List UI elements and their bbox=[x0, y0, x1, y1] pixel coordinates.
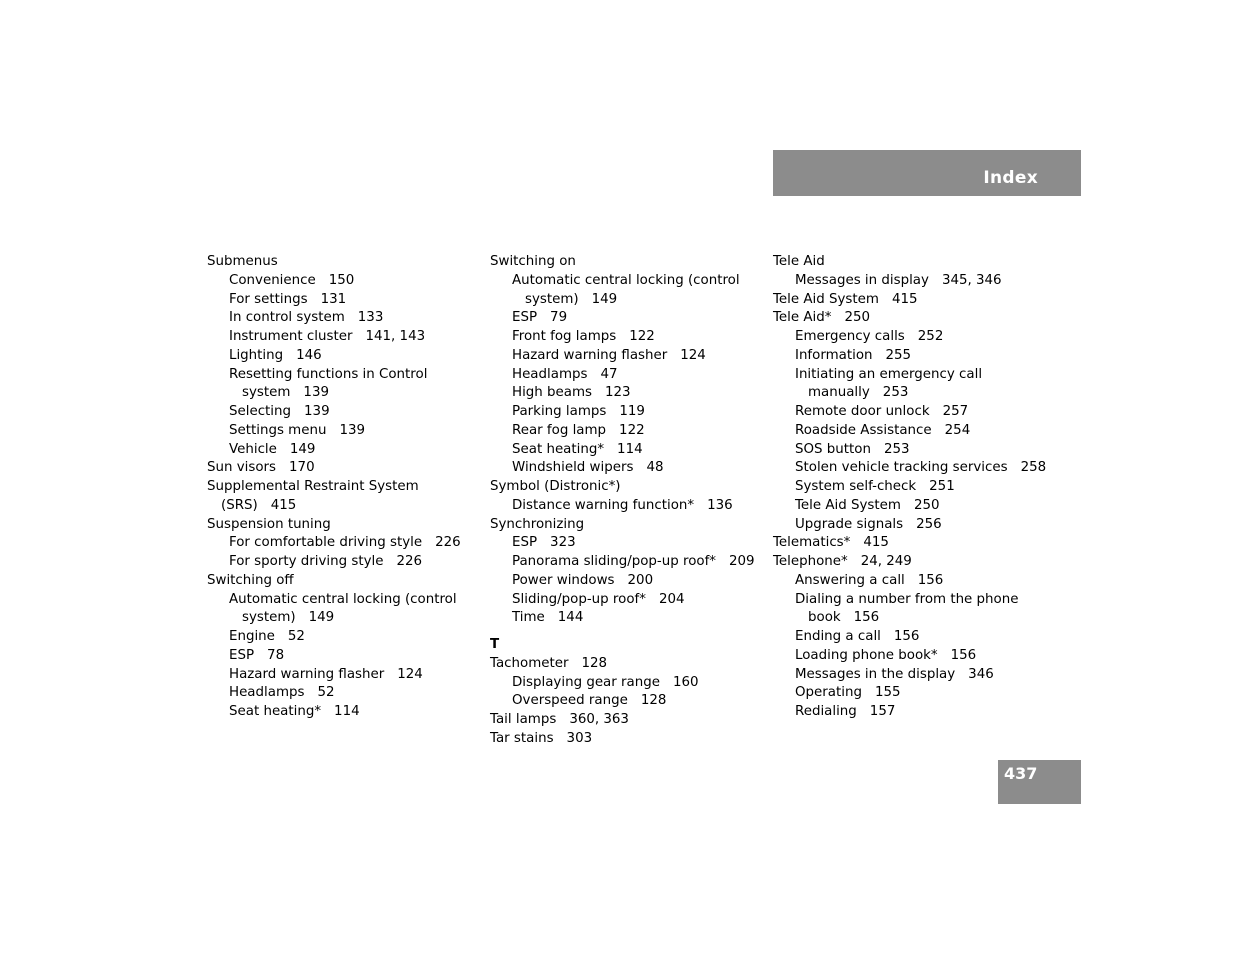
entry-term: ESP bbox=[512, 535, 538, 551]
index-entry bbox=[490, 478, 758, 497]
entry-term: Hazard warning flasher bbox=[512, 347, 668, 363]
index-subentry bbox=[207, 384, 475, 403]
index-subentry bbox=[773, 703, 1041, 722]
entry-term: Automatic central locking (control bbox=[229, 591, 457, 607]
index-subentry bbox=[490, 366, 758, 385]
entry-term: Ending a call bbox=[795, 629, 881, 644]
entry-page-ref[interactable]: 415 bbox=[270, 497, 297, 513]
entry-page-ref[interactable]: 360, 363 bbox=[569, 712, 629, 727]
entry-term: Selecting bbox=[229, 404, 292, 419]
index-entry bbox=[207, 572, 475, 591]
index-subentry bbox=[773, 328, 1041, 347]
entry-page-ref[interactable]: 131 bbox=[320, 291, 347, 307]
entry-term: Initiating an emergency call bbox=[795, 366, 983, 382]
entry-page-ref[interactable]: 52 bbox=[317, 685, 335, 701]
index-entry bbox=[490, 516, 758, 535]
entry-term: Engine bbox=[229, 629, 275, 644]
entry-page-ref[interactable]: 133 bbox=[357, 310, 384, 326]
entry-page-ref[interactable]: 250 bbox=[844, 310, 870, 326]
index-entry bbox=[773, 291, 1041, 310]
entry-term: Answering a call bbox=[795, 572, 905, 588]
entry-term: Parking lamps bbox=[512, 404, 607, 419]
index-subentry bbox=[773, 666, 1041, 685]
entry-page-ref[interactable]: 114 bbox=[617, 441, 643, 457]
entry-term: Telephone* bbox=[773, 554, 848, 569]
entry-page-ref[interactable]: 253 bbox=[883, 441, 910, 457]
entry-page-ref[interactable]: 160 bbox=[672, 674, 699, 690]
entry-term: Messages in display bbox=[795, 272, 929, 288]
index-entry bbox=[490, 655, 758, 674]
entry-page-ref[interactable]: 149 bbox=[289, 441, 316, 457]
index-subentry bbox=[490, 497, 758, 516]
index-entry bbox=[773, 553, 1041, 572]
entry-term: Stolen vehicle tracking services bbox=[795, 460, 1008, 476]
entry-page-ref[interactable]: 128 bbox=[640, 693, 667, 709]
entry-page-ref[interactable]: 139 bbox=[304, 404, 330, 419]
entry-term: ESP bbox=[229, 647, 255, 663]
index-subentry bbox=[207, 328, 475, 347]
entry-term: book bbox=[808, 610, 841, 626]
entry-page-ref[interactable]: 119 bbox=[619, 404, 645, 419]
entry-term: Upgrade signals bbox=[795, 516, 904, 532]
entry-page-ref[interactable]: 258 bbox=[1020, 460, 1047, 476]
entry-term: system) bbox=[242, 610, 296, 626]
entry-page-ref[interactable]: 204 bbox=[658, 591, 685, 607]
entry-term: Panorama sliding/pop-up roof* bbox=[512, 554, 716, 569]
index-subentry bbox=[773, 422, 1041, 441]
index-subentry bbox=[490, 591, 758, 610]
entry-term: ESP bbox=[512, 310, 538, 326]
entry-term: Dialing a number from the phone bbox=[795, 591, 1019, 607]
index-subentry bbox=[773, 384, 1041, 403]
page-number-box bbox=[998, 760, 1081, 804]
entry-page-ref[interactable]: 146 bbox=[296, 347, 322, 363]
entry-term: Tele Aid bbox=[773, 254, 825, 269]
entry-term: Telematics* bbox=[773, 535, 851, 551]
entry-term: Headlamps bbox=[512, 366, 588, 382]
entry-page-ref[interactable]: 254 bbox=[944, 422, 971, 438]
entry-term: Tele Aid System bbox=[773, 291, 879, 307]
entry-term: Tele Aid* bbox=[773, 310, 832, 326]
entry-page-ref[interactable]: 123 bbox=[605, 385, 631, 401]
index-subentry bbox=[773, 347, 1041, 366]
index-entry bbox=[773, 253, 1041, 272]
entry-page-ref[interactable]: 255 bbox=[885, 347, 912, 363]
index-subentry bbox=[773, 609, 1041, 628]
entry-page-ref[interactable]: 149 bbox=[308, 610, 335, 626]
entry-page-ref[interactable]: 155 bbox=[874, 685, 901, 701]
entry-page-ref[interactable]: 256 bbox=[916, 516, 942, 532]
entry-term: Sliding/pop-up roof* bbox=[512, 591, 646, 607]
section-title: Index bbox=[983, 168, 1038, 188]
entry-term: For sporty driving style bbox=[229, 554, 384, 569]
entry-term: Synchronizing bbox=[490, 516, 585, 532]
entry-page-ref[interactable]: 136 bbox=[707, 497, 733, 513]
entry-term: Information bbox=[795, 347, 873, 363]
entry-term: Time bbox=[512, 610, 545, 626]
entry-term: Automatic central locking (control bbox=[512, 272, 740, 288]
entry-page-ref[interactable]: 149 bbox=[591, 291, 618, 307]
index-subentry bbox=[773, 647, 1041, 666]
index-subentry bbox=[207, 309, 475, 328]
entry-term: system bbox=[242, 385, 291, 401]
index-entry bbox=[207, 497, 475, 516]
entry-term: Headlamps bbox=[229, 685, 305, 701]
index-subentry bbox=[207, 591, 475, 610]
entry-page-ref[interactable]: 124 bbox=[680, 347, 706, 363]
index-entry bbox=[773, 534, 1041, 553]
entry-term: Windshield wipers bbox=[512, 460, 634, 476]
entry-page-ref[interactable]: 79 bbox=[550, 310, 568, 326]
index-subentry bbox=[207, 666, 475, 685]
entry-page-ref[interactable]: 114 bbox=[334, 704, 360, 719]
index-subentry bbox=[207, 291, 475, 310]
entry-page-ref[interactable]: 257 bbox=[942, 404, 969, 419]
entry-page-ref[interactable]: 156 bbox=[893, 629, 920, 644]
index-subentry bbox=[773, 628, 1041, 647]
index-entry bbox=[207, 516, 475, 535]
index-subentry bbox=[207, 553, 475, 572]
index-entry bbox=[207, 478, 475, 497]
entry-term: Submenus bbox=[207, 254, 278, 269]
entry-term: Power windows bbox=[512, 572, 615, 588]
index-subentry bbox=[207, 703, 475, 722]
index-subentry bbox=[490, 347, 758, 366]
index-subentry bbox=[490, 422, 758, 441]
entry-term: Sun visors bbox=[207, 460, 277, 476]
index-subentry bbox=[773, 497, 1041, 516]
entry-page-ref[interactable]: 252 bbox=[917, 329, 944, 344]
entry-term: Distance warning function* bbox=[512, 497, 695, 513]
index-subentry bbox=[490, 441, 758, 460]
index-subentry bbox=[207, 647, 475, 666]
entry-term: Instrument cluster bbox=[229, 329, 353, 344]
entry-page-ref[interactable]: 345, 346 bbox=[941, 272, 1002, 288]
entry-term: Seat heating* bbox=[229, 704, 322, 719]
entry-term: For comfortable driving style bbox=[229, 535, 423, 551]
index-entry bbox=[490, 711, 758, 730]
entry-page-ref[interactable]: 150 bbox=[328, 272, 355, 288]
page-number: 437 bbox=[1004, 764, 1038, 783]
entry-term: Seat heating* bbox=[512, 441, 605, 457]
entry-page-ref[interactable]: 170 bbox=[289, 460, 315, 476]
index-subentry bbox=[490, 553, 758, 572]
entry-page-ref[interactable]: 122 bbox=[619, 422, 645, 438]
entry-term: manually bbox=[808, 385, 870, 401]
index-subentry bbox=[207, 684, 475, 703]
index-letter-heading: T bbox=[490, 637, 500, 652]
index-column-2 bbox=[490, 253, 758, 749]
index-entry bbox=[773, 309, 1041, 328]
entry-page-ref[interactable]: 78 bbox=[267, 647, 285, 663]
entry-term: High beams bbox=[512, 385, 592, 401]
entry-term: Symbol (Distronic*) bbox=[490, 479, 621, 494]
entry-term: Vehicle bbox=[229, 441, 277, 457]
index-subentry bbox=[490, 291, 758, 310]
index-subentry bbox=[773, 684, 1041, 703]
entry-term: Roadside Assistance bbox=[795, 422, 932, 438]
index-subentry bbox=[490, 674, 758, 693]
index-entry bbox=[490, 253, 758, 272]
index-subentry bbox=[490, 328, 758, 347]
entry-page-ref[interactable]: 209 bbox=[728, 554, 755, 569]
entry-term: Settings menu bbox=[229, 422, 327, 438]
entry-page-ref[interactable]: 251 bbox=[929, 479, 955, 494]
entry-term: Displaying gear range bbox=[512, 674, 660, 690]
entry-page-ref[interactable]: 156 bbox=[917, 572, 944, 588]
entry-page-ref[interactable]: 122 bbox=[629, 329, 655, 344]
entry-term: Switching on bbox=[490, 254, 576, 269]
index-subentry bbox=[773, 572, 1041, 591]
index-subentry bbox=[207, 347, 475, 366]
entry-page-ref[interactable]: 200 bbox=[627, 572, 654, 588]
index-entry bbox=[207, 253, 475, 272]
entry-term: Switching off bbox=[207, 572, 294, 588]
entry-page-ref[interactable]: 124 bbox=[397, 666, 423, 682]
index-entry bbox=[207, 459, 475, 478]
entry-page-ref[interactable]: 156 bbox=[950, 647, 977, 663]
entry-page-ref[interactable]: 139 bbox=[339, 422, 365, 438]
entry-term: system) bbox=[525, 291, 579, 307]
entry-page-ref[interactable]: 253 bbox=[882, 385, 909, 401]
index-subentry bbox=[773, 516, 1041, 535]
entry-term: Loading phone book* bbox=[795, 647, 938, 663]
entry-page-ref[interactable]: 139 bbox=[303, 385, 329, 401]
index-subentry bbox=[207, 272, 475, 291]
index-subentry bbox=[207, 628, 475, 647]
index-subentry bbox=[773, 366, 1041, 385]
index-subentry bbox=[490, 459, 758, 478]
entry-term: Tar stains bbox=[490, 730, 554, 746]
index-subentry bbox=[490, 309, 758, 328]
entry-term: Front fog lamps bbox=[512, 329, 617, 344]
index-subentry bbox=[490, 534, 758, 553]
entry-term: (SRS) bbox=[221, 497, 258, 513]
index-subentry bbox=[773, 441, 1041, 460]
entry-term: Resetting functions in Control bbox=[229, 366, 428, 382]
index-subentry bbox=[207, 609, 475, 628]
entry-term: Operating bbox=[795, 685, 862, 701]
entry-term: Emergency calls bbox=[795, 329, 905, 344]
entry-page-ref[interactable]: 250 bbox=[913, 497, 940, 513]
index-subentry bbox=[490, 609, 758, 628]
index-subentry bbox=[773, 591, 1041, 610]
entry-term: Rear fog lamp bbox=[512, 422, 607, 438]
entry-term: System self-check bbox=[795, 479, 917, 494]
index-subentry bbox=[773, 272, 1041, 291]
entry-term: Tail lamps bbox=[490, 712, 557, 727]
index-entry bbox=[490, 730, 758, 749]
index-subentry bbox=[207, 366, 475, 385]
entry-term: Convenience bbox=[229, 272, 316, 288]
index-subentry bbox=[490, 403, 758, 422]
index-subentry bbox=[490, 572, 758, 591]
entry-page-ref[interactable]: 144 bbox=[557, 610, 584, 626]
entry-term: SOS button bbox=[795, 441, 871, 457]
section-header-bar bbox=[773, 150, 1081, 196]
entry-term: Remote door unlock bbox=[795, 404, 930, 419]
entry-page-ref[interactable]: 128 bbox=[581, 655, 608, 671]
entry-term: Suspension tuning bbox=[207, 516, 331, 532]
entry-term: Overspeed range bbox=[512, 693, 628, 709]
entry-term: Redialing bbox=[795, 704, 857, 719]
entry-term: For settings bbox=[229, 291, 308, 307]
index-subentry bbox=[490, 384, 758, 403]
index-subentry bbox=[490, 272, 758, 291]
entry-page-ref[interactable]: 52 bbox=[287, 629, 305, 644]
index-subentry bbox=[207, 403, 475, 422]
index-subentry bbox=[490, 692, 758, 711]
entry-term: In control system bbox=[229, 310, 345, 326]
entry-page-ref[interactable]: 47 bbox=[600, 366, 618, 382]
entry-term: Tele Aid System bbox=[795, 497, 901, 513]
entry-page-ref[interactable]: 48 bbox=[646, 460, 664, 476]
index-column-3 bbox=[773, 253, 1047, 722]
entry-term: Hazard warning flasher bbox=[229, 666, 385, 682]
entry-page-ref[interactable]: 415 bbox=[891, 291, 918, 307]
index-subentry bbox=[207, 534, 475, 553]
index-subentry bbox=[207, 422, 475, 441]
index-subentry bbox=[773, 403, 1041, 422]
entry-page-ref[interactable]: 24, 249 bbox=[860, 554, 912, 569]
index-subentry bbox=[207, 441, 475, 460]
entry-page-ref[interactable]: 346 bbox=[968, 666, 994, 682]
index-subentry bbox=[773, 459, 1047, 478]
entry-page-ref[interactable]: 226 bbox=[435, 535, 461, 551]
entry-page-ref[interactable]: 141, 143 bbox=[365, 329, 426, 344]
entry-page-ref[interactable]: 157 bbox=[869, 704, 896, 719]
entry-page-ref[interactable]: 226 bbox=[396, 554, 423, 569]
entry-page-ref[interactable]: 415 bbox=[863, 535, 889, 551]
index-column-1 bbox=[207, 253, 475, 722]
entry-page-ref[interactable]: 156 bbox=[853, 610, 880, 626]
index-subentry bbox=[773, 478, 1041, 497]
entry-page-ref[interactable]: 303 bbox=[566, 730, 593, 746]
entry-term: Tachometer bbox=[490, 655, 569, 671]
entry-page-ref[interactable]: 323 bbox=[550, 535, 576, 551]
entry-term: Lighting bbox=[229, 347, 284, 363]
entry-term: Messages in the display bbox=[795, 666, 956, 682]
entry-term: Supplemental Restraint System bbox=[207, 479, 419, 494]
